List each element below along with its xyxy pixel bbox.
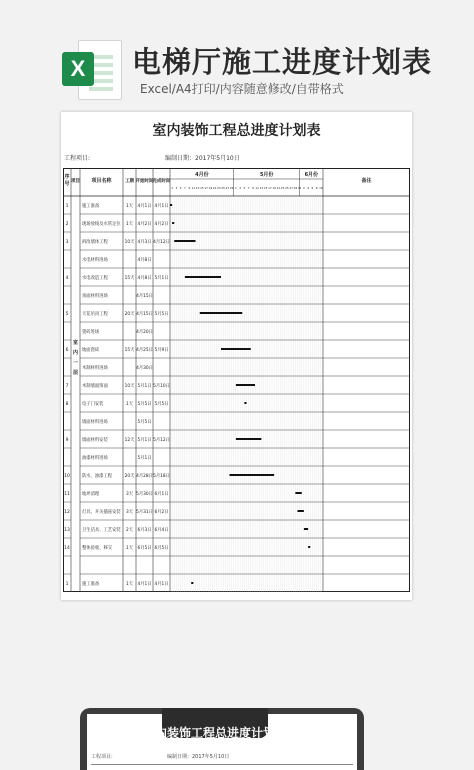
row-name: 天花吊顶工程 — [82, 311, 108, 317]
day-tick: 13 — [195, 186, 200, 190]
day-tick: 9 — [251, 186, 254, 190]
row-end: 5月5日 — [154, 401, 169, 407]
row-name: 施工准备 — [82, 203, 100, 209]
row-name: 卫生洁具、工艺安装 — [82, 527, 121, 533]
gantt-bar — [230, 474, 275, 476]
preview-date-label: 编制日期：2017年5月10日 — [167, 754, 230, 760]
row-end: 6月5日 — [154, 545, 169, 551]
day-tick: 23 — [217, 186, 221, 190]
row-duration: 12天 — [124, 437, 135, 443]
row-end: 5月12日 — [153, 437, 170, 443]
row-duration: 15天 — [124, 275, 135, 281]
row-duration: 10天 — [124, 383, 135, 389]
sheet-title: 室内装饰工程总进度计划表 — [152, 123, 321, 139]
day-tick: 17 — [268, 186, 272, 190]
row-seq: 13 — [64, 527, 70, 533]
row-start: 4月1日 — [137, 581, 152, 587]
row-name: 整体验收、移交 — [82, 545, 113, 551]
day-tick: 11 — [255, 186, 259, 190]
month-header: 5月份 — [259, 172, 274, 178]
clipboard-preview — [80, 708, 364, 770]
gantt-bar — [236, 438, 262, 440]
row-name: 拆改墙体工程 — [82, 239, 108, 245]
preview-project-label: 工程项目: — [91, 754, 113, 760]
row-name: 油漆材料进场 — [82, 455, 108, 461]
day-tick: 29 — [229, 186, 234, 190]
row-start: 6月5日 — [137, 545, 152, 551]
day-tick: 3 — [175, 186, 178, 190]
day-tick: 7 — [247, 186, 250, 190]
day-tick: 4 — [307, 186, 310, 190]
row-start: 4月3日 — [137, 239, 152, 245]
row-start: 5月1日 — [137, 437, 152, 443]
row-duration: 1天 — [125, 401, 134, 407]
gantt-bar — [191, 582, 193, 584]
row-start: 4月15日 — [136, 293, 153, 299]
row-duration: 15天 — [124, 347, 135, 353]
row-seq: 1 — [65, 581, 69, 587]
day-tick: 8 — [315, 186, 318, 190]
day-tick: 1 — [171, 186, 174, 190]
row-start: 4月2日 — [137, 221, 152, 227]
row-start: 5月31日 — [136, 509, 153, 515]
gantt-bar — [170, 204, 172, 206]
row-name: 地面瓷砖 — [82, 347, 100, 353]
preview-title: 室内装饰工程总进度计划表 — [142, 726, 287, 740]
day-tick: 21 — [276, 186, 281, 190]
row-seq: 7 — [65, 383, 69, 389]
row-duration: 1天 — [125, 203, 134, 209]
row-duration: 20天 — [124, 473, 135, 479]
row-seq: 12 — [64, 509, 70, 515]
row-duration: 10天 — [124, 239, 135, 245]
row-end: 4月1日 — [154, 203, 169, 209]
row-end: 5月10日 — [153, 383, 170, 389]
date-label: 编制日期：2017年5月10日 — [165, 155, 240, 162]
gantt-bar — [221, 348, 251, 350]
row-name: 灯具、开关插座安装 — [82, 509, 121, 515]
day-tick: 19 — [208, 186, 213, 190]
col-seq-header: 号 — [64, 181, 70, 187]
excel-letter: X — [62, 52, 94, 86]
day-tick: 27 — [225, 186, 230, 190]
page-subtitle: Excel/A4打印/内容随意修改/自带格式 — [140, 82, 344, 96]
row-seq: 2 — [65, 221, 69, 227]
row-end: 4月12日 — [153, 239, 170, 245]
day-tick: 15 — [200, 186, 204, 190]
row-name: 墙面材料进场 — [82, 419, 108, 425]
row-start: 4月8日 — [137, 275, 152, 281]
page-header — [0, 0, 474, 110]
spreadsheet-preview — [61, 112, 412, 600]
row-duration: 20天 — [124, 311, 135, 317]
gantt-bar — [200, 312, 243, 314]
row-start: 6月3日 — [137, 527, 152, 533]
project-label: 工程项目: — [64, 155, 91, 162]
day-tick: 6 — [311, 186, 314, 190]
row-end: 4月2日 — [154, 221, 169, 227]
row-seq: 6 — [65, 347, 69, 353]
day-tick: 5 — [243, 186, 246, 190]
row-name: 防水、油漆工程 — [82, 473, 113, 479]
row-end: 6月4日 — [154, 527, 169, 533]
col-name-header: 项目名称 — [91, 178, 112, 184]
day-tick: 1 — [234, 186, 237, 190]
gantt-bar — [185, 276, 221, 278]
row-seq: 11 — [64, 491, 70, 497]
row-seq: 8 — [65, 401, 69, 407]
gantt-bar — [304, 528, 308, 530]
page-title: 电梯厅施工进度计划表 — [132, 45, 433, 79]
row-start: 4月20日 — [136, 329, 153, 335]
day-tick: 9 — [188, 186, 191, 190]
row-start: 5月30日 — [136, 491, 153, 497]
row-seq: 10 — [64, 473, 70, 479]
section-label-char: 内 — [72, 350, 79, 356]
row-start: 5月5日 — [137, 401, 152, 407]
day-tick: 29 — [293, 186, 298, 190]
col-item-header: 项目 — [71, 179, 80, 184]
row-start: 5月5日 — [137, 419, 152, 425]
row-duration: 1天 — [125, 545, 134, 551]
month-header: 4月份 — [195, 172, 209, 178]
row-name: 水电改造工程 — [82, 275, 108, 281]
day-tick: 11 — [191, 186, 196, 190]
gantt-bar — [244, 402, 246, 404]
row-end: 6月2日 — [154, 509, 169, 515]
row-end: 5月5日 — [154, 311, 169, 317]
day-tick: 2 — [302, 186, 305, 190]
row-duration: 2天 — [125, 527, 134, 533]
section-label-char: 一 — [72, 360, 79, 366]
row-name: 电子门安装 — [82, 401, 104, 407]
day-tick: 21 — [212, 186, 217, 190]
row-start: 4月28日 — [136, 473, 153, 479]
row-start: 4月8日 — [137, 257, 152, 263]
row-seq: 3 — [65, 239, 69, 245]
gantt-bar — [298, 510, 304, 512]
row-seq: 14 — [64, 545, 70, 551]
row-name: 现场放线及水管定位 — [82, 221, 121, 227]
gantt-bar — [174, 240, 195, 242]
row-end: 4月1日 — [154, 581, 169, 587]
day-tick: 25 — [285, 186, 289, 190]
row-duration: 1天 — [125, 581, 134, 587]
col-duration-header: 工期 — [125, 179, 134, 184]
day-tick: 3 — [239, 186, 242, 190]
row-start: 4月30日 — [136, 365, 153, 371]
row-seq: 4 — [65, 275, 69, 281]
excel-icon — [62, 40, 120, 98]
day-tick: 17 — [204, 186, 208, 190]
row-name: 瓷砖进场 — [82, 329, 100, 335]
col-start-header: 开始时间 — [135, 179, 154, 184]
row-end: 5月18日 — [153, 473, 170, 479]
day-tick: 13 — [259, 186, 264, 190]
row-name: 墙面材料安装 — [82, 437, 108, 443]
gantt-bar — [295, 492, 301, 494]
row-name: 木制墙面饰面 — [82, 383, 108, 389]
day-tick: 27 — [289, 186, 293, 190]
col-end-header: 完成时间 — [152, 179, 171, 184]
day-tick: 10 — [319, 186, 323, 190]
row-start: 4月1日 — [137, 203, 152, 209]
schedule-table — [63, 168, 410, 592]
row-name: 顶面材料进场 — [82, 293, 108, 299]
row-start: 5月1日 — [137, 455, 152, 461]
row-start: 5月1日 — [137, 383, 152, 389]
row-name: 施工准备 — [82, 581, 100, 587]
col-seq-header: 序 — [64, 174, 70, 180]
row-name: 地坪清理 — [82, 491, 100, 497]
col-remark-header: 备注 — [361, 178, 372, 184]
day-tick: 15 — [263, 186, 268, 190]
day-tick: 7 — [183, 186, 186, 190]
row-duration: 1天 — [125, 221, 134, 227]
row-start: 4月15日 — [136, 311, 153, 317]
row-end: 5月1日 — [154, 275, 169, 281]
day-tick: 25 — [221, 186, 225, 190]
gantt-bar — [308, 546, 310, 548]
row-name: 木制材料进场 — [82, 365, 108, 371]
day-tick: 23 — [280, 186, 285, 190]
day-tick: 19 — [272, 186, 276, 190]
row-duration: 3天 — [125, 491, 134, 497]
row-name: 水电材料进场 — [82, 257, 108, 263]
month-header: 6月份 — [304, 172, 319, 178]
row-seq: 9 — [65, 437, 69, 443]
gantt-bar — [172, 222, 174, 224]
row-duration: 3天 — [125, 509, 134, 515]
day-tick: 31 — [297, 186, 302, 190]
day-tick: 5 — [179, 186, 182, 190]
row-start: 4月25日 — [136, 347, 153, 353]
row-seq: 5 — [65, 311, 69, 317]
section-label-char: 室 — [72, 340, 79, 346]
row-end: 5月9日 — [154, 347, 169, 353]
gantt-bar — [236, 384, 255, 386]
section-label-char: 层 — [72, 370, 79, 376]
row-seq: 1 — [65, 203, 69, 209]
row-end: 6月1日 — [154, 491, 169, 497]
